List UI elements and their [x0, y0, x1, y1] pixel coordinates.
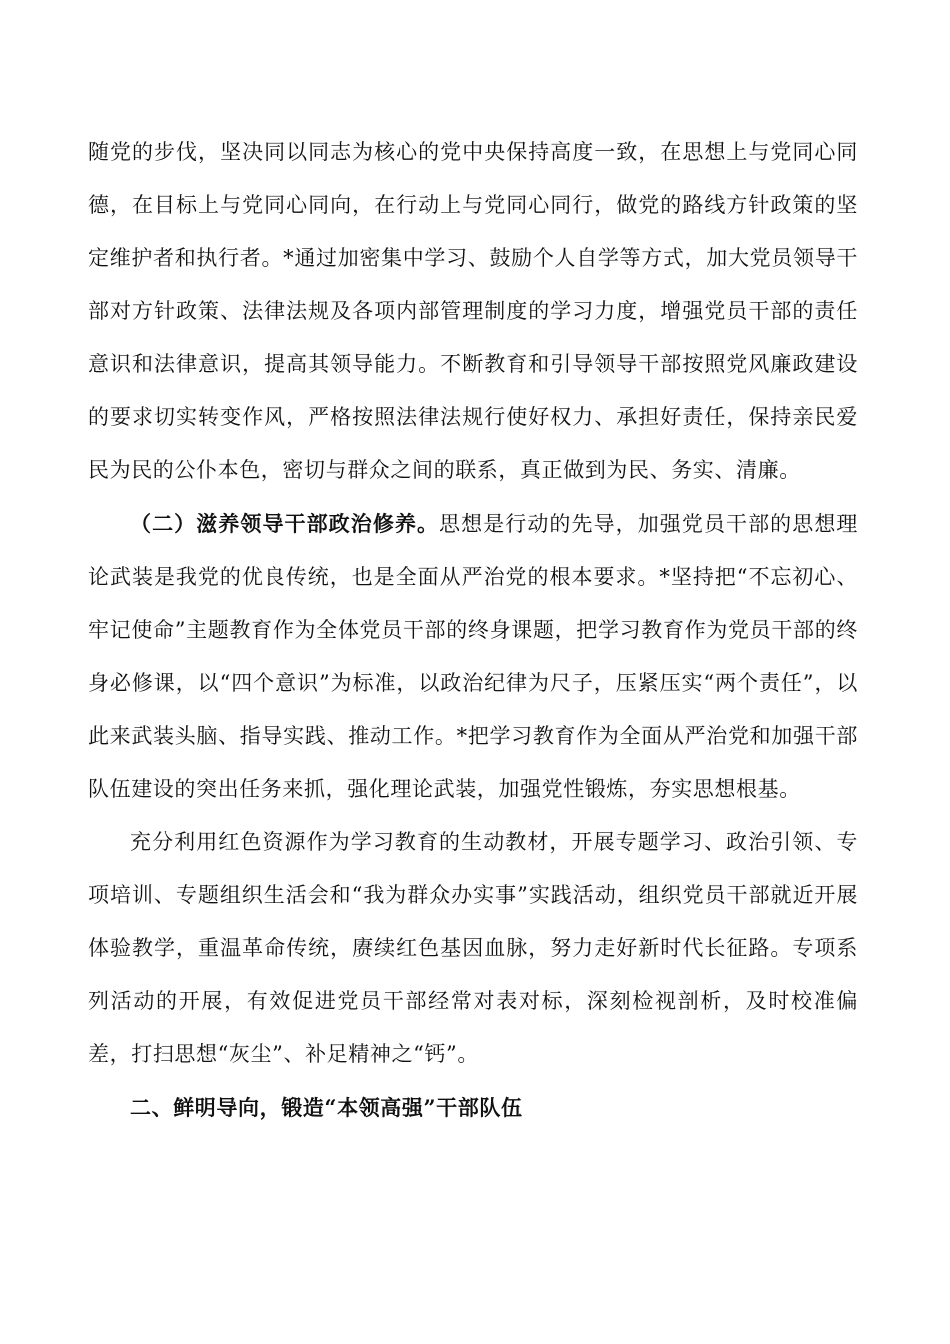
paragraph-text: 充分利用红色资源作为学习教育的生动教材，开展专题学习、政治引领、专项培训、专题组织生活会和“我为群众办实事”实践活动，组织党员干部就近开展体验教学，重温革命传统，赓续红色基因血脉，努力走好新时代长征路。专项系列活动的开展，有效促进党员干部经常对表对标，深刻检视剖析，及时校准偏差，打扫思想“灰尘”、补足精神之“钙”。: [88, 830, 858, 1066]
subsection-heading: （二）滋养领导干部政治修养。: [130, 511, 440, 536]
paragraph-text: 随党的步伐，坚决同以同志为核心的党中央保持高度一致，在思想上与党同心同德，在目标上与党同心同向，在行动上与党同心同行，做党的路线方针政策的坚定维护者和执行者。*通过加密集中学习、鼓励个人自学等方式，加大党员领导干部对方针政策、法律法规及各项内部管理制度的学习力度，增强党员干部的责任意识和法律意识，提高其领导能力。不断教育和引导领导干部按照党风廉政建设的要求切实转变作风，严格按照法律法规行使好权力、承担好责任，保持亲民爱民为民的公仆本色，密切与群众之间的联系，真正做到为民、务实、清廉。: [88, 140, 858, 482]
paragraph-text: 思想是行动的先导，加强党员干部的思想理论武装是我党的优良传统，也是全面从严治党的根本要求。*坚持把“不忘初心、牢记使命”主题教育作为全体党员干部的终身课题，把学习教育作为党员干部的终身必修课，以“四个意识”为标准，以政治纪律为尺子，压紧压实“两个责任”，以此来武装头脑、指导实践、推动工作。*把学习教育作为全面从严治党和加强干部队伍建设的突出任务来抓，强化理论武装，加强党性锻炼，夯实思想根基。: [88, 512, 858, 801]
paragraph-continuation: [88, 126, 858, 497]
document-body: [88, 126, 858, 1134]
paragraph-red-resources: [88, 816, 858, 1081]
paragraph-subsection-two: [88, 497, 858, 816]
section-heading: 二、鲜明导向，锻造“本领高强”干部队伍: [130, 1095, 523, 1120]
